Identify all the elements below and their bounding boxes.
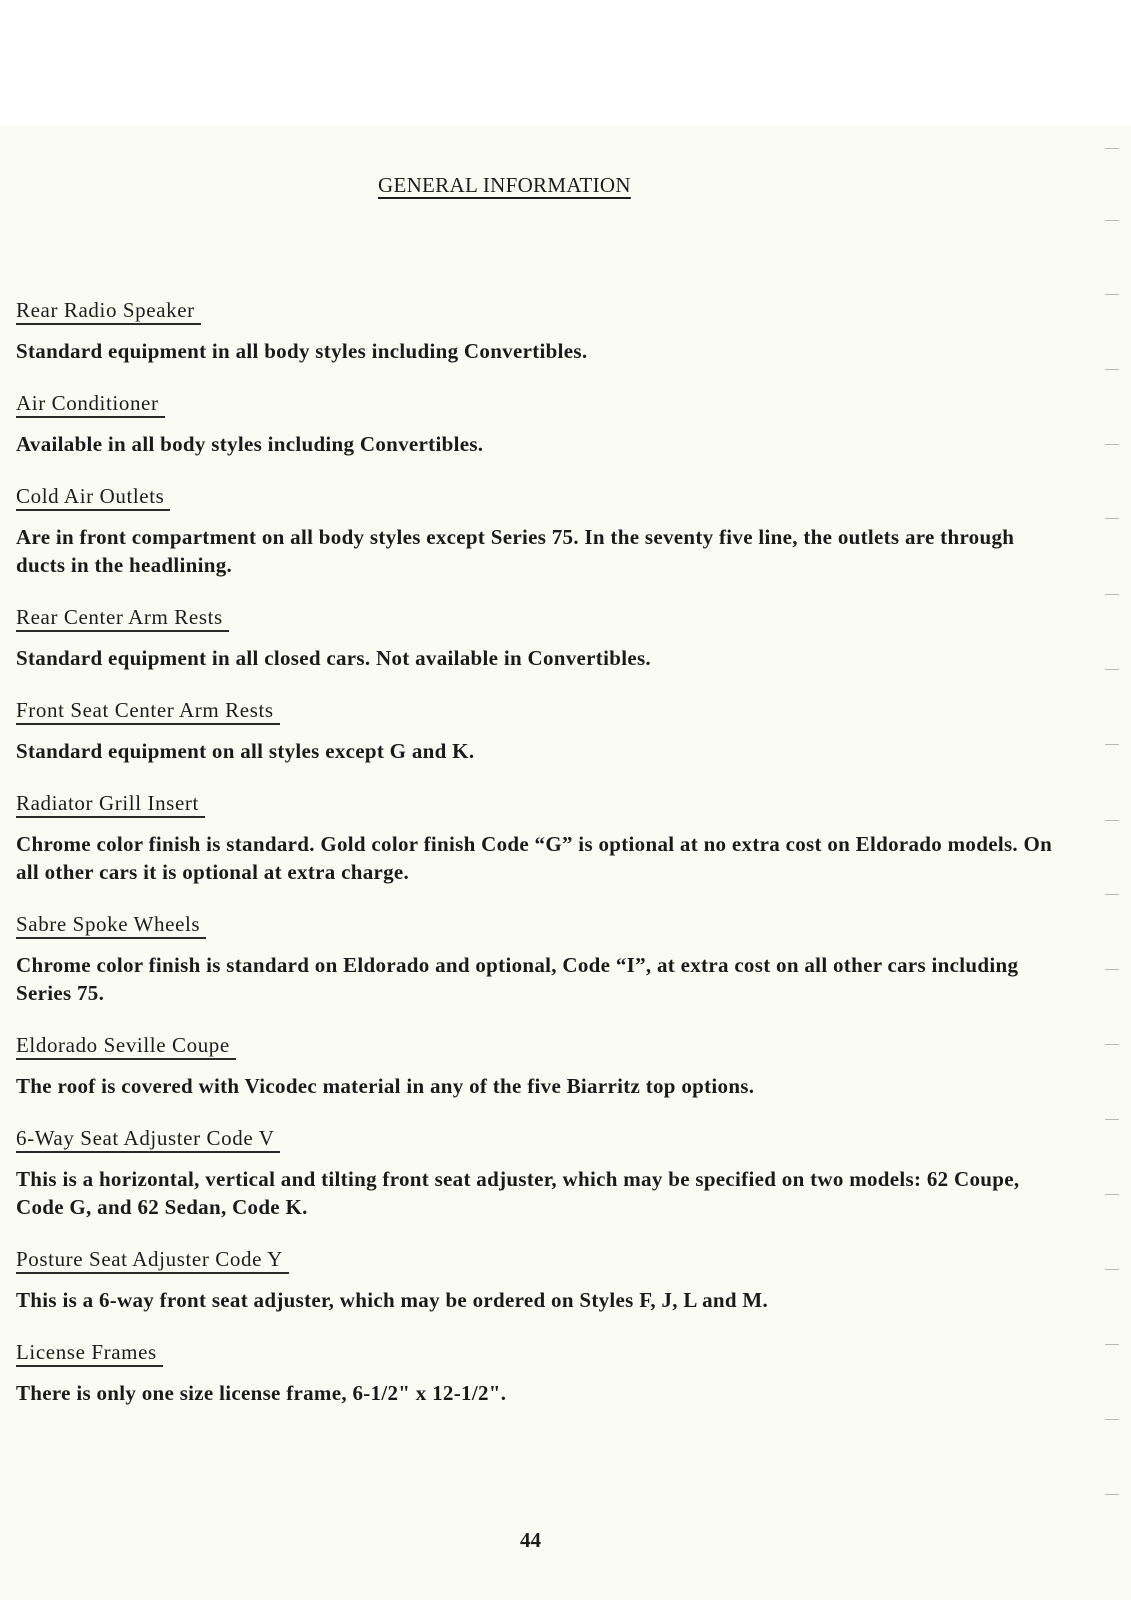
- section-heading: Eldorado Seville Coupe: [16, 1032, 236, 1060]
- section-body: Chrome color finish is standard. Gold color finish Code “G” is optional at no extra cost on Eldorado models. On all other cars it is optional at extra charge.: [16, 832, 1053, 884]
- edge-mark: [1105, 1344, 1119, 1345]
- section-heading: Posture Seat Adjuster Code Y: [16, 1246, 289, 1274]
- sections-list: [16, 297, 1056, 1432]
- edge-mark: [1105, 1044, 1119, 1045]
- edge-mark: [1105, 1119, 1119, 1120]
- section-heading: 6-Way Seat Adjuster Code V: [16, 1125, 280, 1153]
- section-6-way-seat-adjuster: [16, 1125, 1056, 1221]
- edge-mark: [1105, 444, 1119, 445]
- section-rear-radio-speaker: [16, 297, 1056, 365]
- section-air-conditioner: [16, 390, 1056, 458]
- edge-mark: [1105, 820, 1119, 821]
- section-body: Standard equipment in all closed cars. Not available in Convertibles.: [16, 646, 651, 670]
- section-heading: Cold Air Outlets: [16, 483, 170, 511]
- section-heading: Radiator Grill Insert: [16, 790, 205, 818]
- edge-mark: [1105, 969, 1119, 970]
- section-heading: Rear Center Arm Rests: [16, 604, 229, 632]
- edge-mark: [1105, 669, 1119, 670]
- edge-mark: [1105, 369, 1119, 370]
- edge-mark: [1105, 294, 1119, 295]
- section-body: This is a 6-way front seat adjuster, which may be ordered on Styles F, J, L and M.: [16, 1288, 769, 1312]
- section-body: Standard equipment in all body styles including Convertibles.: [16, 339, 588, 363]
- edge-mark: [1105, 1194, 1119, 1195]
- section-body: Standard equipment on all styles except G and K.: [16, 739, 475, 763]
- section-license-frames: [16, 1339, 1056, 1407]
- edge-mark: [1105, 1494, 1119, 1495]
- page-number: 44: [520, 1528, 541, 1552]
- section-heading: Front Seat Center Arm Rests: [16, 697, 280, 725]
- page-edge-marks: [1103, 126, 1119, 1600]
- section-radiator-grill-insert: [16, 790, 1056, 886]
- edge-mark: [1105, 220, 1119, 221]
- section-rear-center-arm-rests: [16, 604, 1056, 672]
- section-heading: Sabre Spoke Wheels: [16, 911, 206, 939]
- section-body: Are in front compartment on all body styles except Series 75. In the seventy five line, the outlets are through ducts in the headlining.: [16, 525, 1015, 577]
- section-body: Available in all body styles including Convertibles.: [16, 432, 484, 456]
- section-heading: Rear Radio Speaker: [16, 297, 201, 325]
- edge-mark: [1105, 744, 1119, 745]
- edge-mark: [1105, 148, 1119, 149]
- edge-mark: [1105, 894, 1119, 895]
- section-cold-air-outlets: [16, 483, 1056, 579]
- section-heading: Air Conditioner: [16, 390, 165, 418]
- section-posture-seat-adjuster: [16, 1246, 1056, 1314]
- edge-mark: [1105, 518, 1119, 519]
- edge-mark: [1105, 1269, 1119, 1270]
- page-title: GENERAL INFORMATION: [378, 173, 631, 197]
- section-body: This is a horizontal, vertical and tilting front seat adjuster, which may be specified on two models: 62 Coupe, Code G, and 62 Sedan, Code K.: [16, 1167, 1020, 1219]
- section-body: There is only one size license frame, 6-1/2" x 12-1/2".: [16, 1381, 507, 1405]
- section-body: Chrome color finish is standard on Eldorado and optional, Code “I”, at extra cost on all other cars including Series 75.: [16, 953, 1019, 1005]
- section-body: The roof is covered with Vicodec material in any of the five Biarritz top options.: [16, 1074, 755, 1098]
- section-heading: License Frames: [16, 1339, 163, 1367]
- section-sabre-spoke-wheels: [16, 911, 1056, 1007]
- section-front-seat-center-arm-rests: [16, 697, 1056, 765]
- edge-mark: [1105, 594, 1119, 595]
- section-eldorado-seville-coupe: [16, 1032, 1056, 1100]
- edge-mark: [1105, 1419, 1119, 1420]
